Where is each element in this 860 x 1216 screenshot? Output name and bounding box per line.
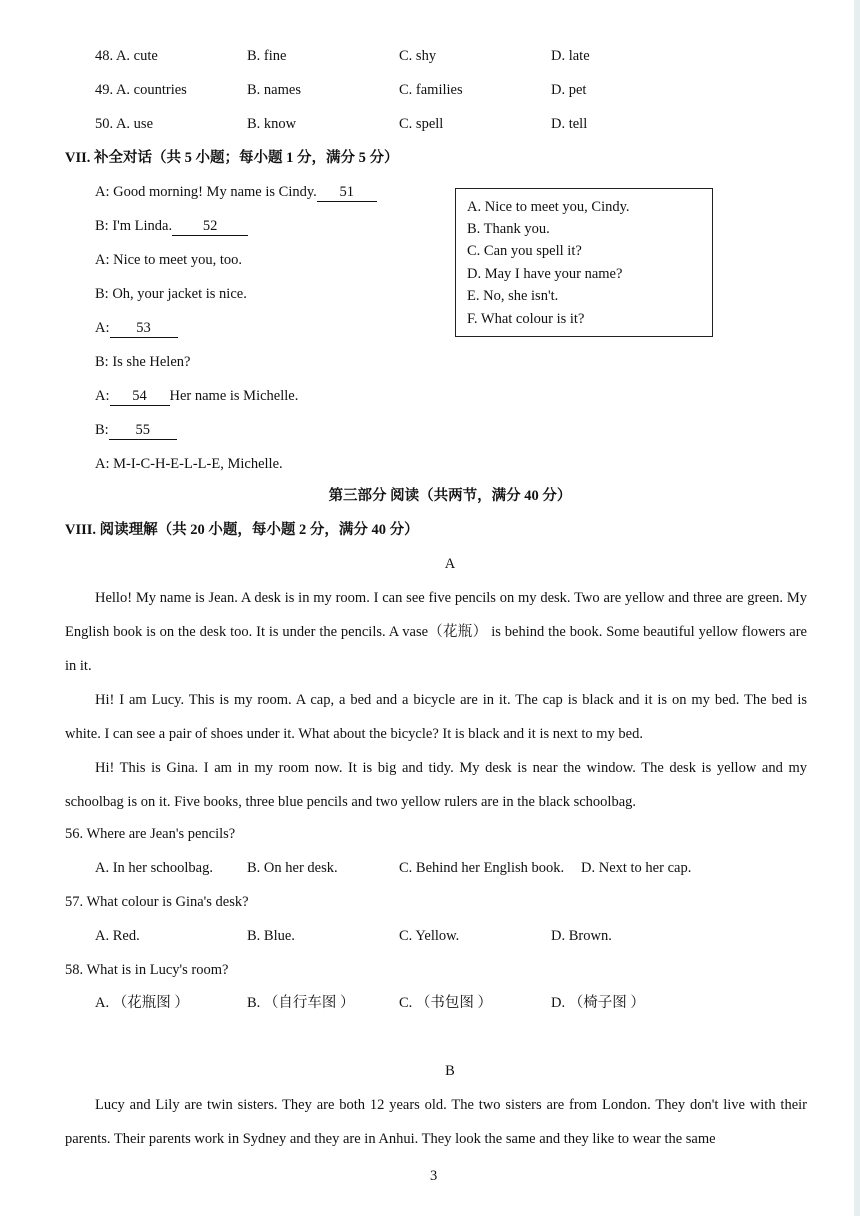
- dialog-line-5: A: 53: [95, 318, 178, 338]
- section7-title: VII. 补全对话（共 5 小题；每小题 1 分，满分 5 分）: [65, 150, 399, 166]
- passage-b: [65, 1088, 807, 1156]
- box-option-b: B. Thank you.: [467, 221, 550, 237]
- blank-52[interactable]: 52: [172, 217, 248, 236]
- box-option-a: A. Nice to meet you, Cindy.: [467, 199, 630, 215]
- passage-a-paragraph-1: Hello! My name is Jean. A desk is in my room. I can see five pencils on my desk. Two are yellow and three are green. My English book is on the desk too. It is under the pencils. A vase（花瓶） is behind the book. Some beautiful yellow flowers are in it.: [65, 590, 807, 674]
- options-box: [455, 188, 713, 337]
- q56-option-c[interactable]: C. Behind her English book.: [399, 860, 565, 876]
- page-number: 3: [430, 1168, 438, 1184]
- dialog-line-8: B: 55: [95, 420, 177, 440]
- q56-option-b[interactable]: B. On her desk.: [247, 860, 338, 876]
- option-d: D. tell: [551, 116, 588, 132]
- q57-option-c[interactable]: C. Yellow.: [399, 928, 460, 944]
- option-b: B. fine: [247, 48, 287, 64]
- q58-option-a[interactable]: A. （花瓶图 ）: [95, 995, 189, 1011]
- option-b: B. names: [247, 82, 301, 98]
- q58-option-b[interactable]: B. （自行车图 ）: [247, 995, 355, 1011]
- box-option-e: E. No, she isn't.: [467, 288, 559, 304]
- blank-54[interactable]: 54: [110, 387, 170, 406]
- passage-b-paragraph-1: Lucy and Lily are twin sisters. They are both 12 years old. The two sisters are from London. They don't live with their parents. Their parents work in Sydney and they are in Anhui. They look the same and they like to wear the same: [65, 1097, 807, 1147]
- passage-a-paragraph-2: Hi! I am Lucy. This is my room. A cap, a bed and a bicycle are in it. The cap is black and it is on my bed. The bed is white. I can see a pair of shoes under it. What about the bicycle? It is black and it is next to my bed.: [65, 692, 807, 742]
- part3-title: 第三部分 阅读（共两节，满分 40 分）: [328, 488, 572, 504]
- blank-51[interactable]: 51: [317, 183, 377, 202]
- question-56: 56. Where are Jean's pencils?: [65, 826, 236, 842]
- option-d: D. late: [551, 48, 590, 64]
- dialog-line-4: B: Oh, your jacket is nice.: [95, 286, 247, 302]
- passage-b-label: B: [445, 1063, 455, 1079]
- dialog-line-6: B: Is she Helen?: [95, 354, 191, 370]
- q58-option-d[interactable]: D. （椅子图 ）: [551, 995, 645, 1011]
- q57-option-b[interactable]: B. Blue.: [247, 928, 295, 944]
- question-58: 58. What is in Lucy's room?: [65, 962, 229, 978]
- blank-53[interactable]: 53: [110, 319, 178, 338]
- dialog-line-1: A: Good morning! My name is Cindy. 51: [95, 182, 377, 202]
- option-d: D. pet: [551, 82, 587, 98]
- q57-option-a[interactable]: A. Red.: [95, 928, 140, 944]
- option-c: C. spell: [399, 116, 444, 132]
- passage-a-label: A: [444, 556, 456, 572]
- box-option-c: C. Can you spell it?: [467, 243, 582, 259]
- option-b: B. know: [247, 116, 297, 132]
- option-a: 49. A. countries: [95, 82, 187, 98]
- passage-a-paragraph-3: Hi! This is Gina. I am in my room now. It is big and tidy. My desk is near the window. The desk is yellow and my schoolbag is on it. Five books, three blue pencils and two yellow rulers are in the black schoolbag.: [65, 760, 807, 810]
- page-edge: [854, 0, 860, 1216]
- q58-option-c[interactable]: C. （书包图 ）: [399, 995, 493, 1011]
- box-option-d: D. May I have your name?: [467, 266, 623, 282]
- question-57: 57. What colour is Gina's desk?: [65, 894, 249, 910]
- q57-option-d[interactable]: D. Brown.: [551, 928, 612, 944]
- dialog-line-7: A: 54 Her name is Michelle.: [95, 388, 299, 404]
- box-option-f: F. What colour is it?: [467, 311, 585, 327]
- dialog-line-9: A: M-I-C-H-E-L-L-E, Michelle.: [95, 456, 283, 472]
- option-c: C. shy: [399, 48, 437, 64]
- option-c: C. families: [399, 82, 463, 98]
- blank-55[interactable]: 55: [109, 421, 177, 440]
- dialog-line-2: B: I'm Linda. 52: [95, 216, 248, 236]
- dialog-line-3: A: Nice to meet you, too.: [95, 252, 242, 268]
- passage-a: [65, 581, 807, 819]
- q56-option-a[interactable]: A. In her schoolbag.: [95, 860, 213, 876]
- option-a: 48. A. cute: [95, 48, 158, 64]
- section8-title: VIII. 阅读理解（共 20 小题，每小题 2 分，满分 40 分）: [65, 522, 419, 538]
- option-a: 50. A. use: [95, 116, 153, 132]
- q56-option-d[interactable]: D. Next to her cap.: [581, 860, 692, 876]
